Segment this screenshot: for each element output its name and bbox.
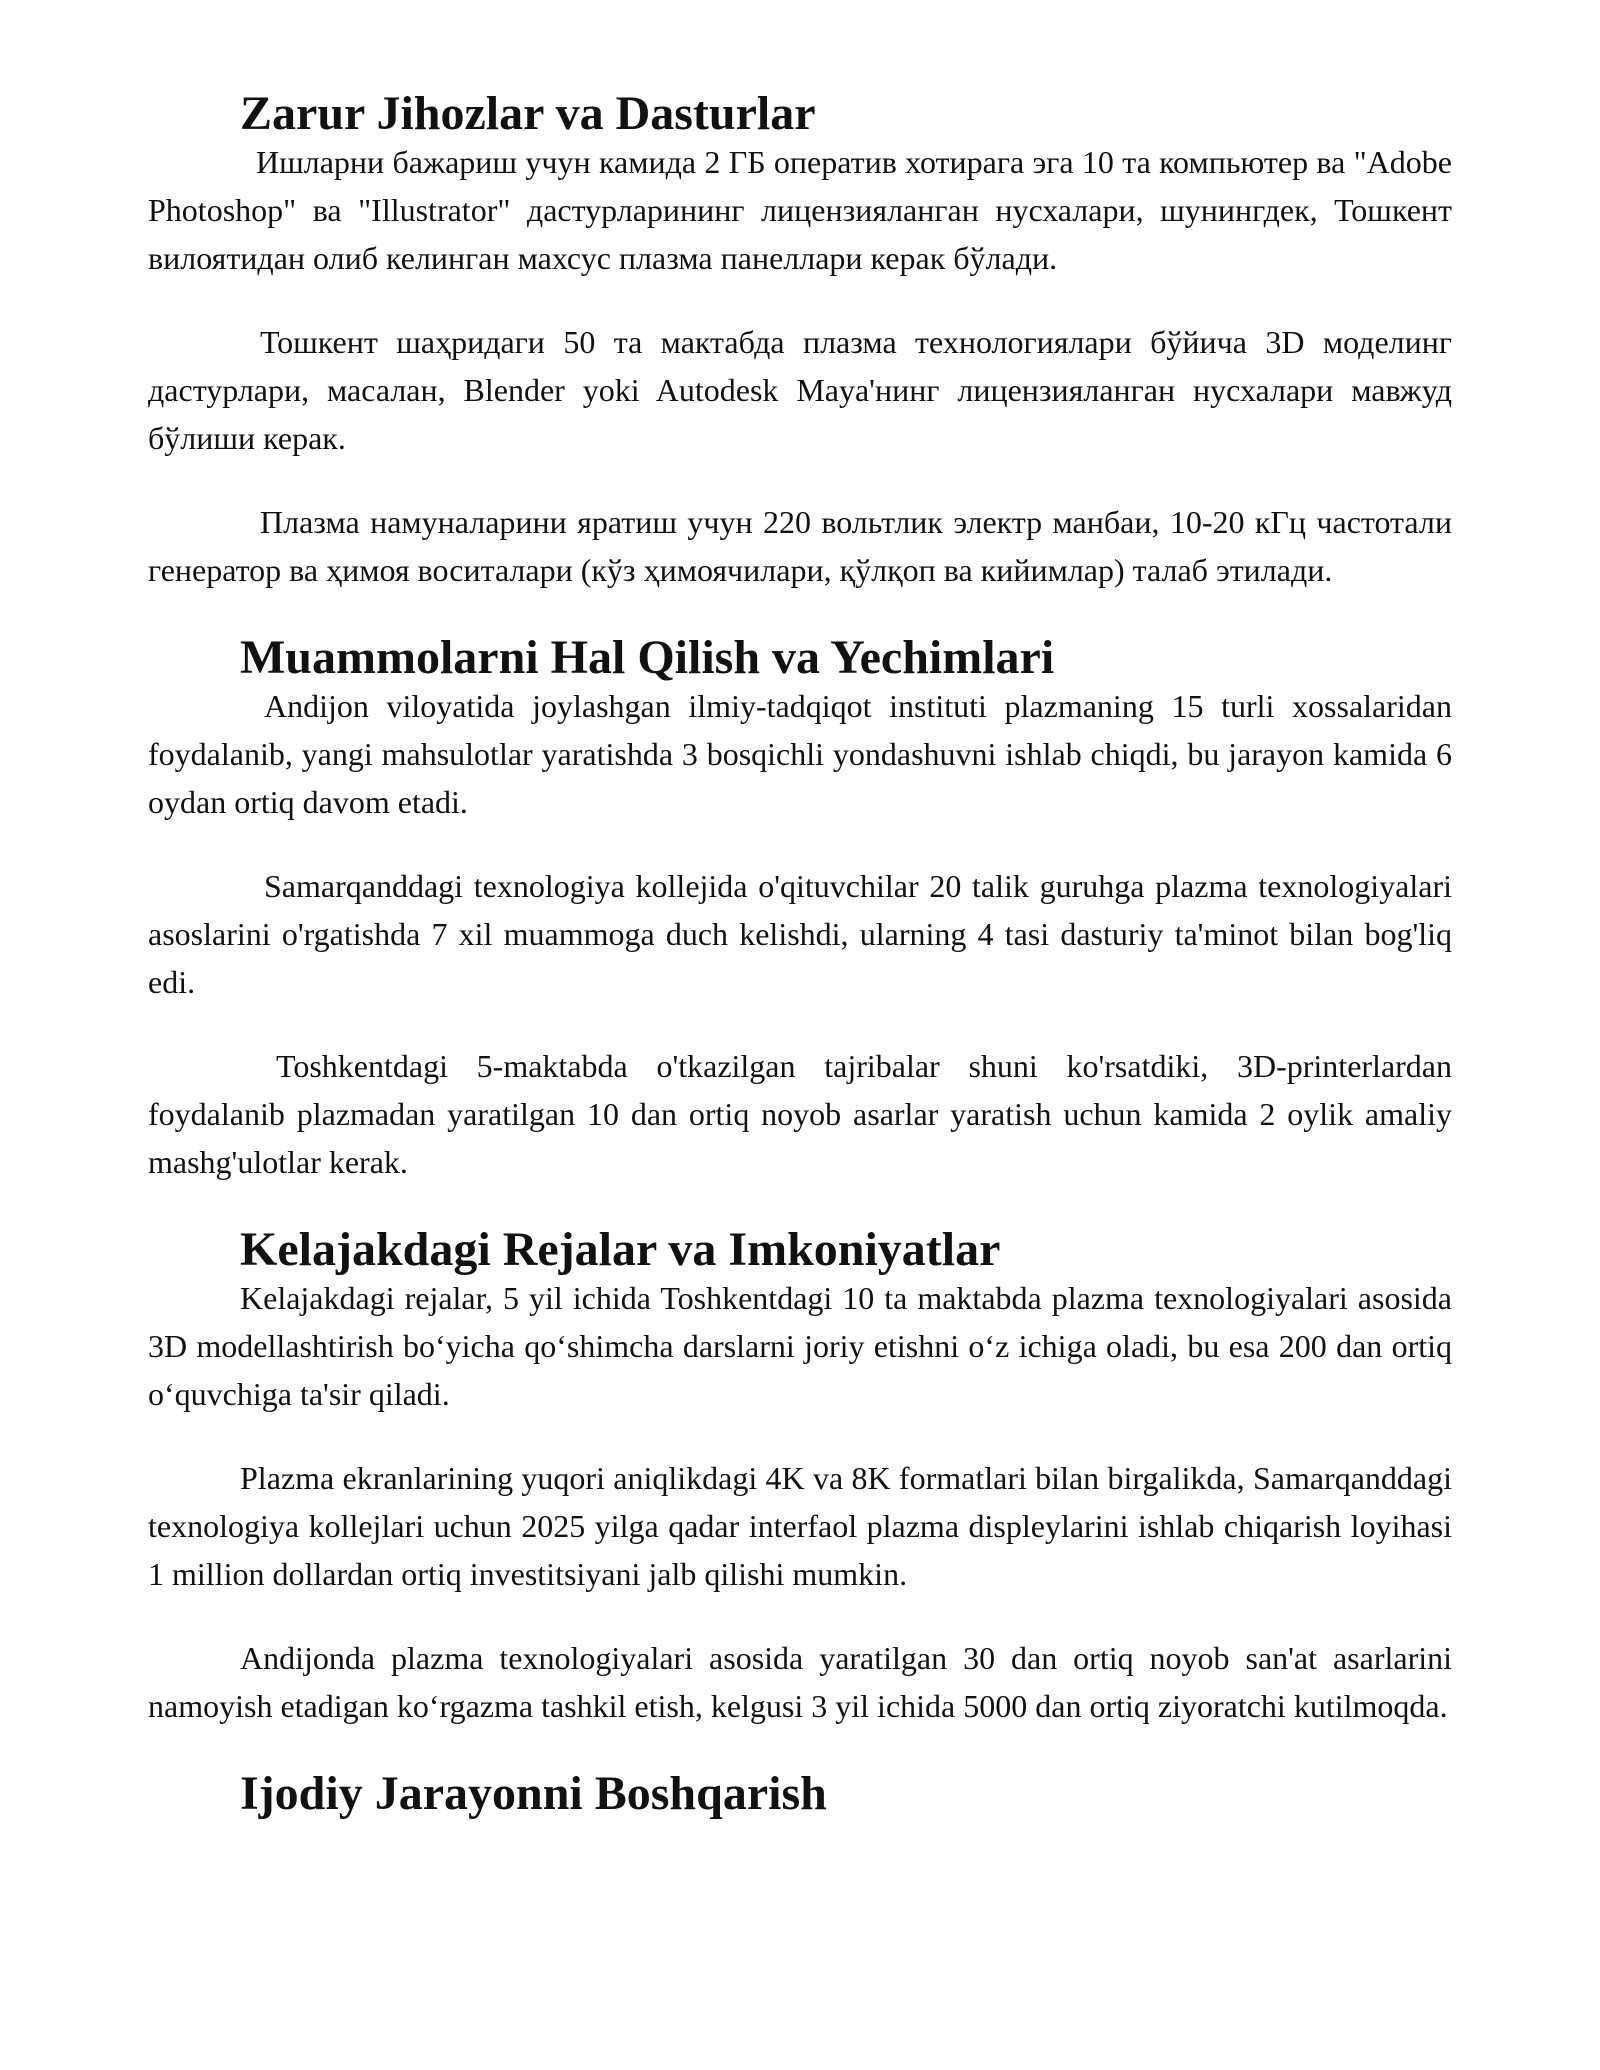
paragraph: Andijonda plazma texnologiyalari asosida yaratilgan 30 dan ortiq noyob san'at asarlarini namoyish etadigan ko‘rgazma tashkil etish, kelgusi 3 yil ichida 5000 dan ortiq ziyoratchi kutilmoqda. xyxy=(148,1640,1452,1724)
section-heading: Ijodiy Jarayonni Boshqarish xyxy=(240,1767,827,1820)
paragraph: Plazma ekranlarining yuqori aniqlikdagi 4K va 8K formatlari bilan birgalikda, Samarqanddagi texnologiya kollejlari uchun 2025 yilga qadar interfaol plazma displeylarini ishlab chiqarish loyihasi 1 million dollardan ortiq investitsiyani jalb qilishi mumkin. xyxy=(148,1460,1452,1592)
section-plans xyxy=(148,1223,1452,1730)
section-heading: Kelajakdagi Rejalar va Imkoniyatlar xyxy=(240,1223,1001,1276)
paragraph: Ишларни бажариш учун камида 2 ГБ оператив хотирага эга 10 та компьютер ва "Adobe Photoshop" ва "Illustrator" дастурларининг лицензияланган нусхалари, шунингдек, Тошкент вилоятидан олиб келинган махсус плазма панеллари керак бўлади. xyxy=(148,144,1452,276)
paragraph: Плазма намуналарини яратиш учун 220 вольтлик электр манбаи, 10-20 кГц частотали генератор ва ҳимоя воситалари (кўз ҳимоячилари, қўлқоп ва кийимлар) талаб этилади. xyxy=(148,504,1452,588)
section-equipment xyxy=(148,87,1452,594)
paragraph: Andijon viloyatida joylashgan ilmiy-tadqiqot instituti plazmaning 15 turli xossalaridan foydalanib, yangi mahsulotlar yaratishda 3 bosqichli yondashuvni ishlab chiqdi, bu jarayon kamida 6 oydan ortiq davom etadi. xyxy=(148,688,1452,820)
document-page xyxy=(148,87,1452,1820)
paragraph: Тошкент шаҳридаги 50 та мактабда плазма технологиялари бўйича 3D моделинг дастурлари, масалан, Blender yoki Autodesk Maya'нинг лицензияланган нусхалари мавжуд бўлиши керак. xyxy=(148,324,1452,456)
paragraph: Samarqanddagi texnologiya kollejida o'qituvchilar 20 talik guruhga plazma texnologiyalari asoslarini o'rgatishda 7 xil muammoga duch kelishdi, ularning 4 tasi dasturiy ta'minot bilan bog'liq edi. xyxy=(148,868,1452,1000)
paragraph: Kelajakdagi rejalar, 5 yil ichida Toshkentdagi 10 ta maktabda plazma texnologiyalari asosida 3D modellashtirish bo‘yicha qo‘shimcha darslarni joriy etishni o‘z ichiga oladi, bu esa 200 dan ortiq o‘quvchiga ta'sir qiladi. xyxy=(148,1280,1452,1412)
paragraph: Toshkentdagi 5-maktabda o'tkazilgan tajribalar shuni ko'rsatdiki, 3D-printerlardan foydalanib plazmadan yaratilgan 10 dan ortiq noyob asarlar yaratish uchun kamida 2 oylik amaliy mashg'ulotlar kerak. xyxy=(148,1048,1452,1180)
section-problems xyxy=(148,631,1452,1186)
section-heading: Muammolarni Hal Qilish va Yechimlari xyxy=(240,631,1055,684)
section-creative-process xyxy=(148,1767,1452,1820)
section-heading: Zarur Jihozlar va Dasturlar xyxy=(240,87,816,140)
